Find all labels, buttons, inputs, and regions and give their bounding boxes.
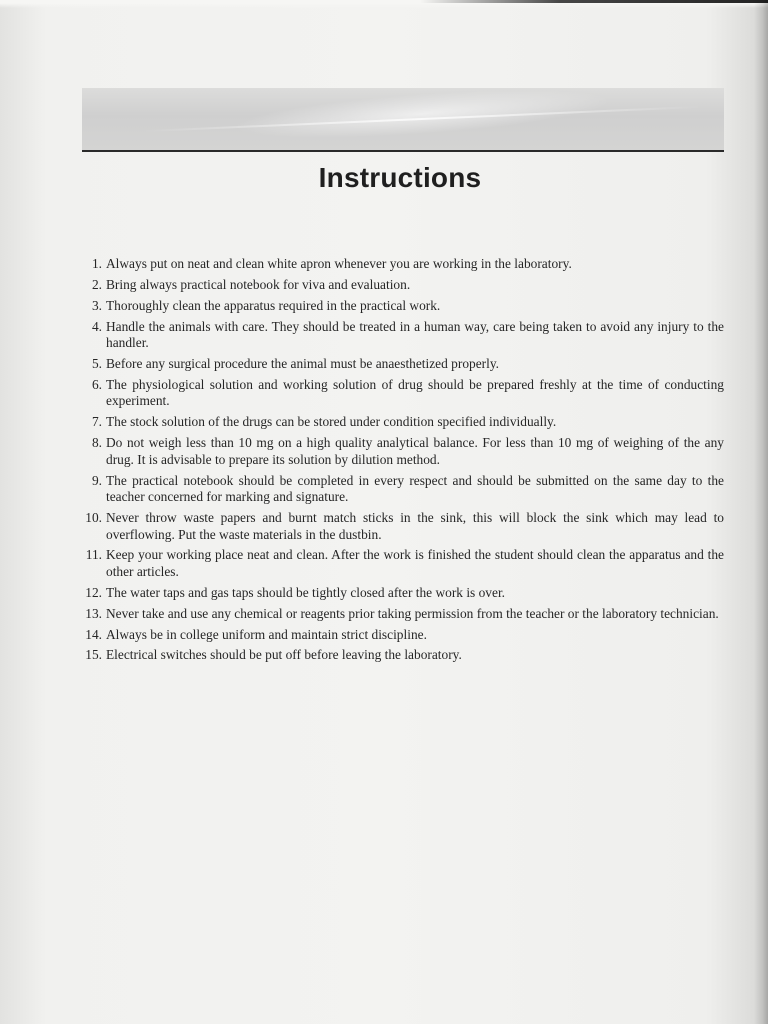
page-top-edge	[0, 0, 768, 8]
instruction-item	[72, 627, 724, 644]
instruction-text: Thoroughly clean the apparatus required in the practical work.	[106, 297, 441, 313]
instruction-number: 4.	[91, 318, 102, 334]
instruction-number: 6.	[91, 376, 102, 392]
instruction-number: 1.	[91, 256, 102, 271]
page-binding-shadow	[754, 0, 768, 1024]
instruction-text: The physiological solution and working solution of drug should be prepared freshly at the time of conducting experiment.	[106, 376, 724, 409]
instruction-text: Never throw waste papers and burnt match sticks in the sink, this will block the sink which may lead to overflowing. Put the waste materials in the dustbin.	[106, 510, 724, 542]
instruction-text: Electrical switches should be put off before leaving the laboratory.	[106, 647, 462, 663]
instruction-item	[72, 647, 724, 664]
instruction-item	[72, 256, 724, 273]
instruction-number: 12.	[85, 584, 102, 600]
instruction-number: 14.	[85, 626, 102, 642]
instruction-item	[72, 606, 724, 623]
instruction-item	[72, 298, 724, 315]
instruction-text: Always put on neat and clean white apron whenever you are working in the laboratory.	[106, 256, 572, 271]
instruction-number: 3.	[91, 297, 102, 313]
instruction-item	[72, 473, 724, 506]
instruction-number: 15.	[85, 647, 102, 663]
page-title: Instructions	[318, 162, 482, 193]
instruction-text: The practical notebook should be completed in every respect and should be submitted on the same day to the teacher concerned for marking and signature.	[106, 472, 724, 505]
instruction-item	[72, 414, 724, 431]
instruction-item	[72, 547, 724, 580]
instruction-item	[72, 377, 724, 410]
instruction-number: 8.	[91, 435, 102, 451]
instruction-text: Bring always practical notebook for viva and evaluation.	[106, 276, 411, 292]
instruction-text: The stock solution of the drugs can be stored under condition specified individually.	[106, 414, 557, 430]
header-banner	[82, 88, 724, 150]
instruction-number: 5.	[91, 356, 102, 372]
instruction-number: 10.	[85, 510, 102, 526]
instruction-text: The water taps and gas taps should be tightly closed after the work is over.	[106, 584, 506, 600]
instruction-text: Never take and use any chemical or reagents prior taking permission from the teacher or the laboratory technician.	[106, 605, 719, 621]
instruction-item	[72, 356, 724, 373]
instruction-text: Do not weigh less than 10 mg on a high quality analytical balance. For less than 10 mg of weighing of the any drug. It is advisable to prepare its solution by dilution method.	[106, 435, 724, 467]
instruction-text: Always be in college uniform and maintain strict discipline.	[106, 626, 427, 642]
instruction-text: Keep your working place neat and clean. After the work is finished the student should clean the apparatus and the other articles.	[106, 547, 724, 579]
instruction-item	[72, 510, 724, 543]
instruction-number: 11.	[85, 547, 102, 563]
instruction-number: 9.	[91, 472, 102, 488]
instruction-number: 7.	[91, 414, 102, 430]
instruction-number: 2.	[91, 276, 102, 292]
instruction-text: Before any surgical procedure the animal must be anaesthetized properly.	[106, 356, 500, 372]
instruction-item	[72, 277, 724, 294]
instruction-item	[72, 319, 724, 352]
instruction-number: 13.	[85, 605, 102, 621]
instruction-item	[72, 585, 724, 602]
instruction-list	[72, 256, 724, 668]
header-rule	[82, 150, 724, 152]
instruction-item	[72, 435, 724, 468]
instruction-text: Handle the animals with care. They should be treated in a human way, care being taken to avoid any injury to the handler.	[106, 318, 724, 351]
